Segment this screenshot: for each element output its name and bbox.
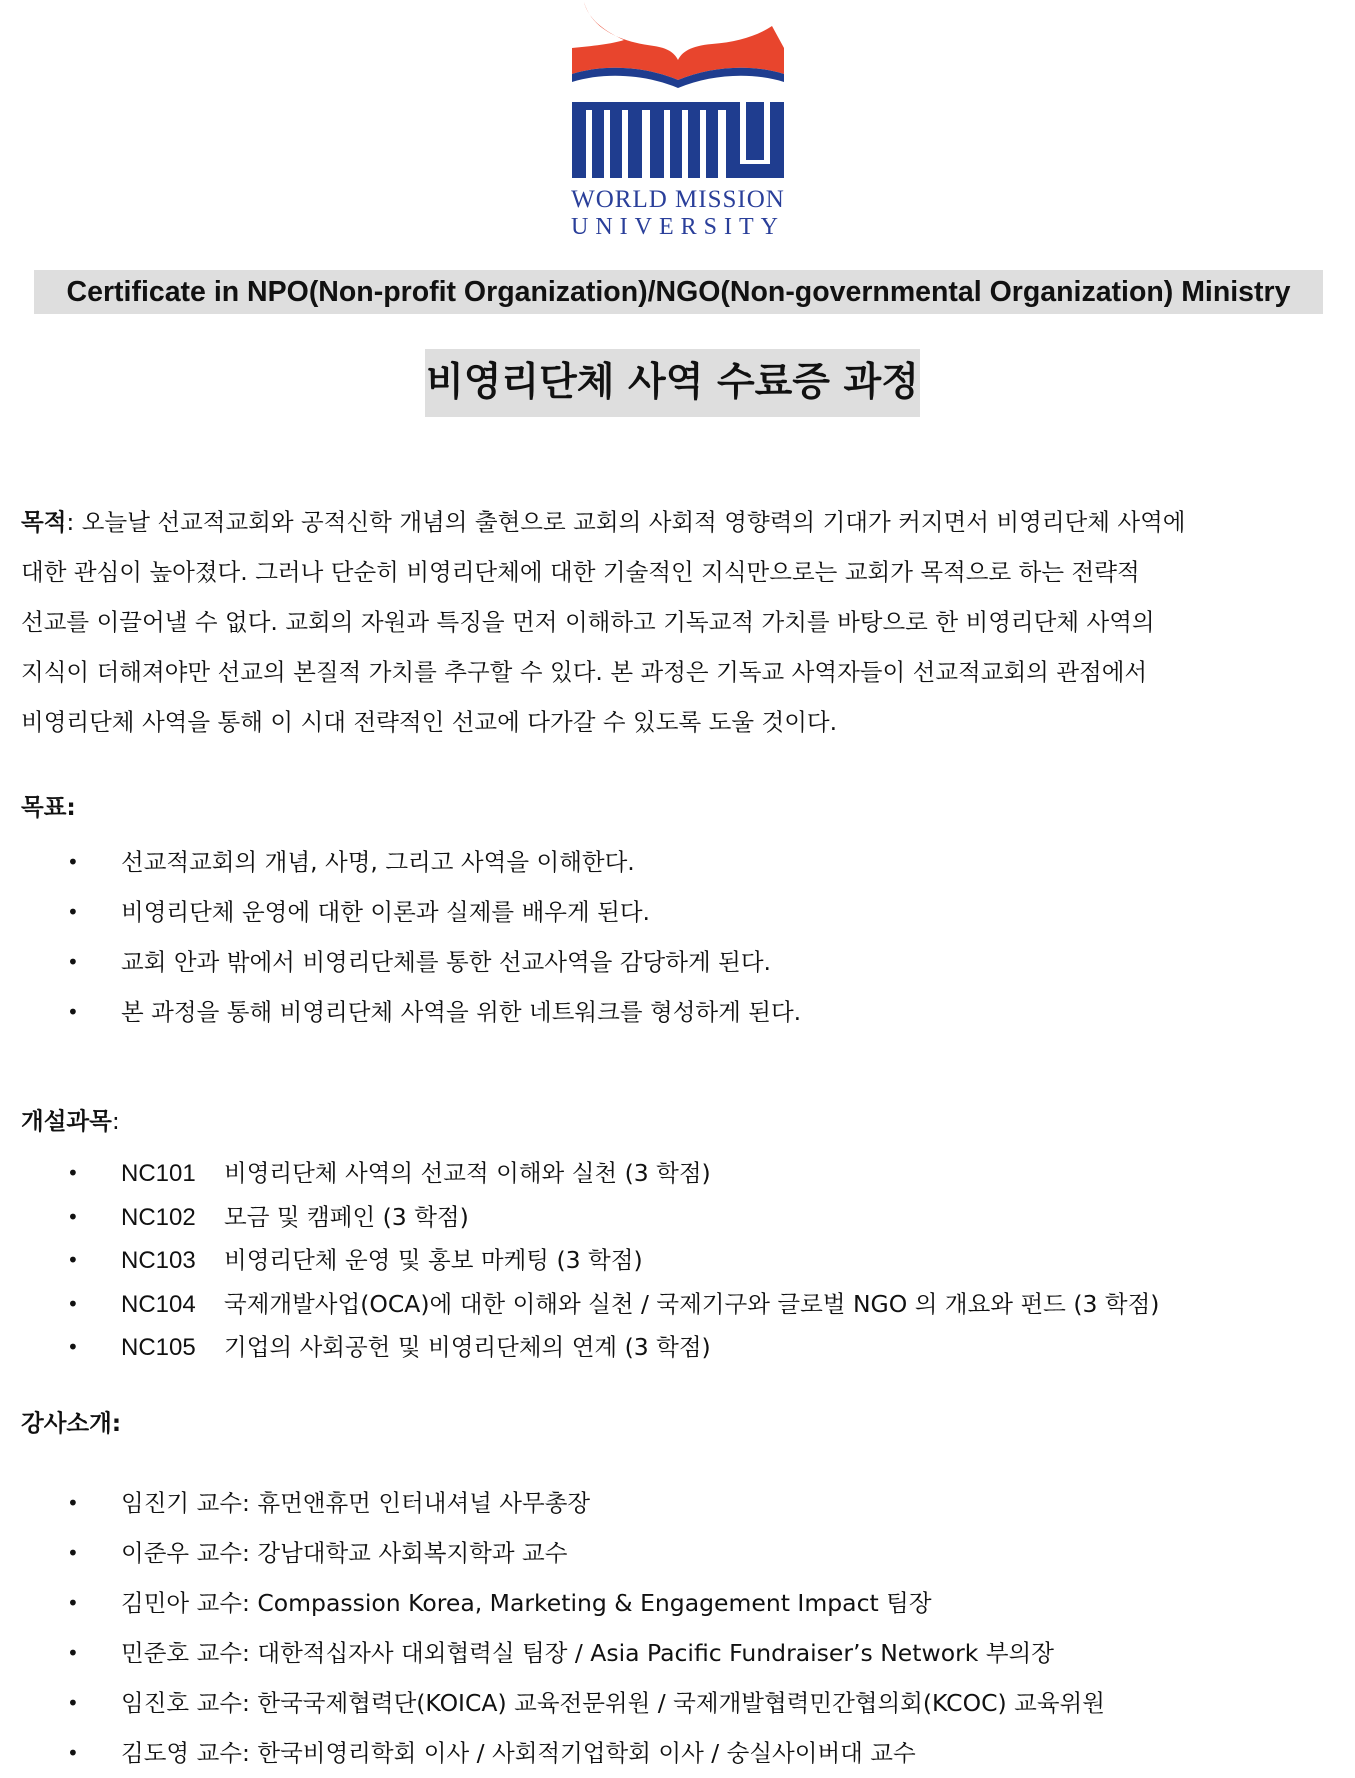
- course-name: 기업의 사회공헌 및 비영리단체의 연계 (3 학점): [224, 1333, 711, 1361]
- bullet-icon: •: [67, 900, 79, 924]
- goal-text: 본 과정을 통해 비영리단체 사역을 위한 네트워크를 형성하게 된다.: [121, 998, 802, 1026]
- bullet-icon: •: [67, 1741, 79, 1765]
- list-item: [0, 1678, 1355, 1728]
- page-title-korean: 비영리단체 사역 수료증 과정: [426, 360, 919, 405]
- bullet-icon: •: [67, 1491, 79, 1515]
- goals-label: 목표:: [21, 793, 76, 821]
- course-name: 비영리단체 운영 및 홍보 마케팅 (3 학점): [224, 1246, 643, 1274]
- courses-heading: [21, 1106, 120, 1136]
- purpose-line-text: : 오늘날 선교적교회와 공적신학 개념의 출현으로 교회의 사회적 영향력의 기대가 커지면서 비영리단체 사역에: [66, 508, 1186, 536]
- course-name: 비영리단체 사역의 선교적 이해와 실천 (3 학점): [224, 1159, 711, 1187]
- instructors-label: 강사소개:: [21, 1409, 122, 1437]
- title-en-highlight: [34, 270, 1323, 314]
- instructor-text: 임진기 교수: 휴먼앤휴먼 인터내셔널 사무총장: [121, 1489, 591, 1517]
- course-code: NC103: [121, 1247, 196, 1274]
- list-item: [0, 1478, 1355, 1528]
- logo-text-line1: WORLD MISSION: [571, 186, 785, 213]
- bullet-icon: •: [67, 1248, 79, 1272]
- instructor-text: 김민아 교수: Compassion Korea, Marketing & Engagement Impact 팀장: [121, 1589, 932, 1617]
- bullet-icon: •: [67, 950, 79, 974]
- bullet-icon: •: [67, 1204, 79, 1229]
- list-item: [0, 1528, 1355, 1578]
- bullet-icon: •: [67, 1335, 79, 1359]
- list-item: [0, 887, 1355, 937]
- bullet-icon: •: [67, 1591, 79, 1615]
- purpose-paragraph: [21, 497, 1331, 747]
- bullet-icon: •: [67, 1161, 79, 1185]
- bullet-icon: •: [67, 1291, 79, 1316]
- goals-heading: [21, 792, 76, 822]
- list-item: [0, 1578, 1355, 1628]
- purpose-line: 비영리단체 사역을 통해 이 시대 전략적인 선교에 다가갈 수 있도록 도울 것이다.: [21, 708, 838, 736]
- course-name: 국제개발사업(OCA)에 대한 이해와 실천 / 국제기구와 글로벌 NGO 의 개요와 펀드 (3 학점): [224, 1289, 1160, 1318]
- goals-list: [0, 837, 1355, 1037]
- course-code: NC101: [121, 1160, 196, 1187]
- instructors-list: [0, 1478, 1355, 1778]
- purpose-line: 선교를 이끌어낼 수 없다. 교회의 자원과 특징을 먼저 이해하고 기독교적 가치를 바탕으로 한 비영리단체 사역의: [21, 608, 1155, 636]
- course-code: NC102: [121, 1203, 196, 1231]
- bullet-icon: •: [67, 1000, 79, 1024]
- book-logo-icon: [562, 0, 794, 180]
- course-name: 모금 및 캠페인 (3 학점): [224, 1202, 469, 1231]
- list-item: [0, 1326, 1355, 1370]
- list-item: [0, 937, 1355, 987]
- title-ko-highlight: [425, 349, 920, 417]
- list-item: [0, 1728, 1355, 1778]
- instructor-text: 민준호 교수: 대한적십자사 대외협력실 팀장 / Asia Pacific Fundraiser’s Network 부의장: [121, 1639, 1054, 1667]
- bullet-icon: •: [67, 1641, 79, 1665]
- instructor-text: 김도영 교수: 한국비영리학회 이사 / 사회적기업학회 이사 / 숭실사이버대 교수: [121, 1739, 916, 1767]
- course-code: NC104: [121, 1290, 196, 1318]
- goal-text: 비영리단체 운영에 대한 이론과 실제를 배우게 된다.: [121, 898, 651, 926]
- goal-text: 교회 안과 밖에서 비영리단체를 통한 선교사역을 감당하게 된다.: [121, 948, 771, 976]
- bullet-icon: •: [67, 1691, 79, 1715]
- goal-text: 선교적교회의 개념, 사명, 그리고 사역을 이해한다.: [121, 848, 635, 876]
- list-item: [0, 1196, 1355, 1240]
- instructor-text: 임진호 교수: 한국국제협력단(KOICA) 교육전문위원 / 국제개발협력민간협의회(KCOC) 교육위원: [121, 1689, 1105, 1717]
- instructor-text: 이준우 교수: 강남대학교 사회복지학과 교수: [121, 1539, 568, 1567]
- purpose-label: 목적: [21, 508, 67, 536]
- courses-label-suffix: :: [111, 1107, 120, 1135]
- bullet-icon: •: [67, 1541, 79, 1565]
- list-item: [0, 1152, 1355, 1196]
- page-title-english: Certificate in NPO(Non-profit Organization)/NGO(Non-governmental Organization) Ministry: [66, 276, 1291, 308]
- instructors-heading: [21, 1408, 121, 1438]
- courses-list: [0, 1152, 1355, 1370]
- list-item: [0, 1283, 1355, 1327]
- list-item: [0, 987, 1355, 1037]
- logo-text-line2: UNIVERSITY: [571, 214, 785, 240]
- list-item: [0, 1628, 1355, 1678]
- courses-label: 개설과목: [21, 1107, 112, 1135]
- purpose-line: [21, 497, 1331, 547]
- list-item: [0, 837, 1355, 887]
- course-code: NC105: [121, 1334, 196, 1361]
- wmu-logo: [562, 0, 794, 242]
- purpose-line: 대한 관심이 높아졌다. 그러나 단순히 비영리단체에 대한 기술적인 지식만으로는 교회가 목적으로 하는 전략적: [21, 558, 1140, 586]
- purpose-line: 지식이 더해져야만 선교의 본질적 가치를 추구할 수 있다. 본 과정은 기독교 사역자들이 선교적교회의 관점에서: [21, 658, 1148, 686]
- bullet-icon: •: [67, 850, 79, 874]
- list-item: [0, 1239, 1355, 1283]
